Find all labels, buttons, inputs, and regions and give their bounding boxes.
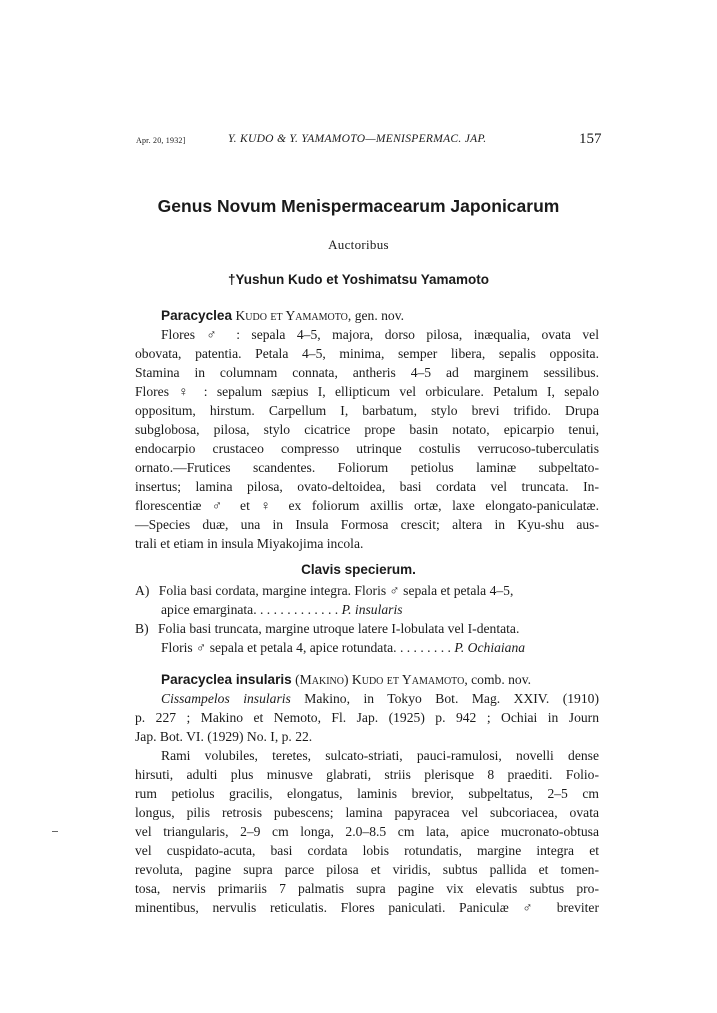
body-line-6: vel cuspidato-acuta, basi cordata lobis rotundatis, margine integra et: [135, 843, 599, 858]
key-a-text2: apice emarginata. . . . . . . . . . . . .: [161, 602, 339, 617]
key-a-label: A): [135, 583, 150, 598]
body-line-4: longus, pilis retrosis pubescens; lamina papyracea vel subcoriacea, ovata: [135, 805, 599, 820]
auctoribus-label: Auctoribus: [328, 237, 389, 252]
species-heading: [161, 670, 599, 689]
key-a-line1: [135, 583, 599, 599]
genus-rank: gen. nov.: [354, 308, 405, 323]
key-a-species: P. insularis: [341, 602, 403, 617]
synonymy-rest: Makino, in Tokyo Bot. Mag. XXIV. (1910): [304, 691, 599, 706]
authors: †Yushun Kudo et Yoshimatsu Yamamoto: [227, 272, 490, 287]
species-authority: Kudo et Yamamoto,: [351, 672, 468, 687]
body-line-8: tosa, nervis primariis 7 palmatis supra pagine vix elevatis subtus pro-: [135, 881, 599, 896]
key-b-text2: Floris ♂ sepala et petala 4, apice rotundata. . . . . . . . .: [161, 640, 451, 655]
synonymy-line-3: Jap. Bot. VI. (1929) No. I, p. 22.: [135, 729, 313, 744]
body-line-3: rum petiolus gracilis, elongatus, laminis brevior, subpeltatus, 2–5 cm: [135, 786, 599, 801]
description-line-7: endocarpio crustaceo compresso utrinque costulis verrucoso-tuberculatis: [135, 441, 599, 456]
body-line-5: vel triangularis, 2–9 cm longa, 2.0–8.5 cm lata, apice mucronato-obtusa: [135, 824, 599, 839]
description-line-6: subglobosa, pilosa, stylo cicatrice prope basin notato, epicarpio tenui,: [135, 422, 599, 437]
synonymy-line-2: p. 227 ; Makino et Nemoto, Fl. Jap. (1925) p. 942 ; Ochiai in Journ: [135, 710, 599, 725]
margin-mark: [52, 831, 58, 832]
body-line-2: hirsuti, adulti plus minusve glabrati, striis plerisque 8 praediti. Folio-: [135, 767, 599, 782]
key-b-text: Folia basi truncata, margine utroque latere I-lobulata vel I-dentata.: [158, 621, 520, 636]
description-line-2: obovata, patentia. Petala 4–5, minima, semper libera, sepalis opposita.: [135, 346, 599, 361]
page-number: 157: [579, 131, 602, 147]
species-name: Paracyclea insularis: [161, 672, 292, 687]
description-line-4: Flores ♀ : sepalum sæpius I, ellipticum vel orbiculare. Petalum I, sepalo: [135, 384, 599, 399]
header-date: Apr. 20, 1932]: [136, 136, 186, 145]
description-line-10: florescentiæ ♂ et ♀ ex foliorum axillis ortæ, laxe elongato-paniculatæ.: [135, 498, 599, 513]
key-b-label: B): [135, 621, 149, 636]
article-title: Genus Novum Menispermacearum Japonicarum: [157, 196, 560, 216]
description-line-9: insertus; lamina pilosa, ovato-deltoidea, basi cordata vel truncata. In-: [135, 479, 599, 494]
key-b-line2: [161, 640, 599, 656]
body-line-7: revoluta, pagine supra parce pilosa et viridis, subtus pallida et tomen-: [135, 862, 599, 877]
description-line-3: Stamina in columnam connata, antheris 4–5 ad marginem sessilibus.: [135, 365, 599, 380]
description-line-5: oppositum, hirstum. Carpellum I, barbatum, stylo brevi trifido. Drupa: [135, 403, 599, 418]
synonymy-line-1: [161, 689, 599, 708]
running-title: Y. KUDO & Y. YAMAMOTO—MENISPERMAC. JAP.: [228, 133, 487, 145]
key-a-text: Folia basi cordata, margine integra. Floris ♂ sepala et petala 4–5,: [158, 583, 514, 598]
description-line-8: ornato.—Frutices scandentes. Foliorum petiolus laminæ subpeltato-: [135, 460, 599, 475]
basionym: Cissampelos insularis: [161, 691, 291, 706]
key-b-line1: [135, 621, 599, 637]
genus-heading: [161, 306, 599, 325]
body-line-1: Rami volubiles, teretes, sulcato-striati, pauci-ramulosi, novelli dense: [161, 748, 599, 763]
body-line-9: minentibus, nervulis reticulatis. Flores paniculati. Paniculæ ♂ breviter: [135, 900, 599, 915]
key-b-species: P. Ochiaiana: [454, 640, 526, 655]
species-author-paren: (Makino): [295, 672, 349, 687]
key-a-line2: [161, 602, 599, 618]
genus-authority: Kudo et Yamamoto,: [235, 308, 352, 323]
genus-name: Paracyclea: [161, 308, 233, 323]
description-line-1: Flores ♂ : sepala 4–5, majora, dorso pilosa, inæqualia, ovata vel: [161, 327, 599, 342]
description-line-12: trali et etiam in insula Miyakojima incola.: [135, 536, 364, 551]
description-line-11: —Species duæ, una in Insula Formosa crescit; altera in Kyu-shu aus-: [135, 517, 599, 532]
clavis-heading: Clavis specierum.: [301, 562, 416, 577]
species-status: comb. nov.: [471, 672, 532, 687]
